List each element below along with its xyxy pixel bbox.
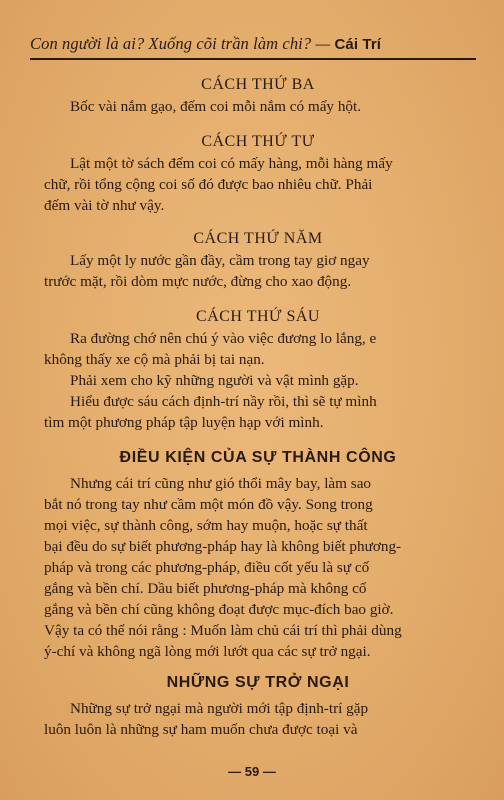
text-line: đếm vài tờ như vậy.: [44, 197, 165, 214]
text-line: Phải xem cho kỹ những người và vật mình gặp.: [70, 372, 359, 389]
section-cach-thu-nam: [44, 228, 472, 292]
header-title: Con người là ai? Xuống cõi trần làm chi?: [30, 34, 312, 53]
page-number: — 59 —: [228, 764, 276, 779]
running-header: [30, 34, 480, 54]
text-line: gắng và bền chí. Dầu biết phương-pháp mà không cố: [44, 580, 367, 597]
text-line: gắng và bền chí cũng không đoạt được mục-đích bao giờ.: [44, 601, 394, 618]
text-line: Vậy ta có thể nói rằng : Muốn làm chủ cái trí thì phải dùng: [44, 622, 402, 639]
text-line: ý-chí và không ngã lòng mới lướt qua các sự trở ngại.: [44, 643, 371, 660]
paragraph: [44, 328, 472, 433]
text-line: Lấy một ly nước gần đầy, cầm trong tay giơ ngay: [70, 252, 370, 269]
section-heading: CÁCH THỨ SÁU: [196, 308, 320, 325]
text-line: Hiểu được sáu cách định-trí nầy rồi, thì sẽ tự mình: [70, 393, 377, 410]
section-nhung-su-tro-ngai: [44, 672, 472, 740]
section-cach-thu-tu: [44, 131, 472, 216]
section-cach-thu-sau: [44, 306, 472, 433]
text-line: Lật một tờ sách đếm coi có mấy hàng, mỗi hàng mấy: [70, 155, 393, 172]
header-author: Cái Trí: [334, 36, 382, 53]
paragraph: [44, 698, 472, 740]
text-line: chữ, rồi tổng cộng coi số đó được bao nhiêu chữ. Phải: [44, 176, 373, 193]
text-line: Nhưng cái trí cũng như gió thổi mây bay, làm sao: [70, 475, 372, 492]
paragraph: [44, 96, 472, 117]
section-heading: CÁCH THỨ BA: [201, 76, 315, 93]
text-line: pháp và trong các phương-pháp, điều cốt yếu là sự cố: [44, 559, 370, 576]
text-line: bại đều do sự biết phương-pháp hay là không biết phương-: [44, 538, 402, 555]
text-line: Bốc vài nắm gạo, đếm coi mỗi nắm có mấy hột.: [70, 98, 362, 115]
text-line: Ra đường chớ nên chú ý vào việc đương lo lắng, e: [70, 330, 377, 347]
section-heading: NHỮNG SỰ TRỞ NGẠI: [166, 674, 350, 691]
text-line: bắt nó trong tay như cầm một món đồ vậy. Song trong: [44, 496, 373, 513]
page-body: [44, 74, 472, 740]
section-heading: CÁCH THỨ NĂM: [193, 230, 323, 247]
text-line: tìm một phương pháp tập luyện hạp với mình.: [44, 414, 324, 431]
section-heading: CÁCH THỨ TƯ: [201, 133, 315, 150]
header-rule: [30, 58, 476, 60]
section-heading: ĐIỀU KIỆN CỦA SỰ THÀNH CÔNG: [119, 449, 397, 466]
text-line: mọi việc, sự thành công, sớm hay muộn, hoặc sự thất: [44, 517, 368, 534]
section-cach-thu-ba: [44, 74, 472, 117]
paragraph: [44, 250, 472, 292]
paragraph: [44, 153, 472, 216]
text-line: không thấy xe cộ mà phải bị tai nạn.: [44, 351, 265, 368]
paragraph: [44, 473, 472, 662]
text-line: trước mặt, rồi dòm mực nước, đừng cho xao động.: [44, 273, 352, 290]
section-dieu-kien-thanh-cong: [44, 447, 472, 662]
text-line: luôn luôn là những sự ham muốn chưa được toại và: [44, 721, 358, 738]
text-line: Những sự trở ngại mà người mới tập định-trí gặp: [70, 700, 369, 717]
header-dash: —: [315, 34, 331, 53]
